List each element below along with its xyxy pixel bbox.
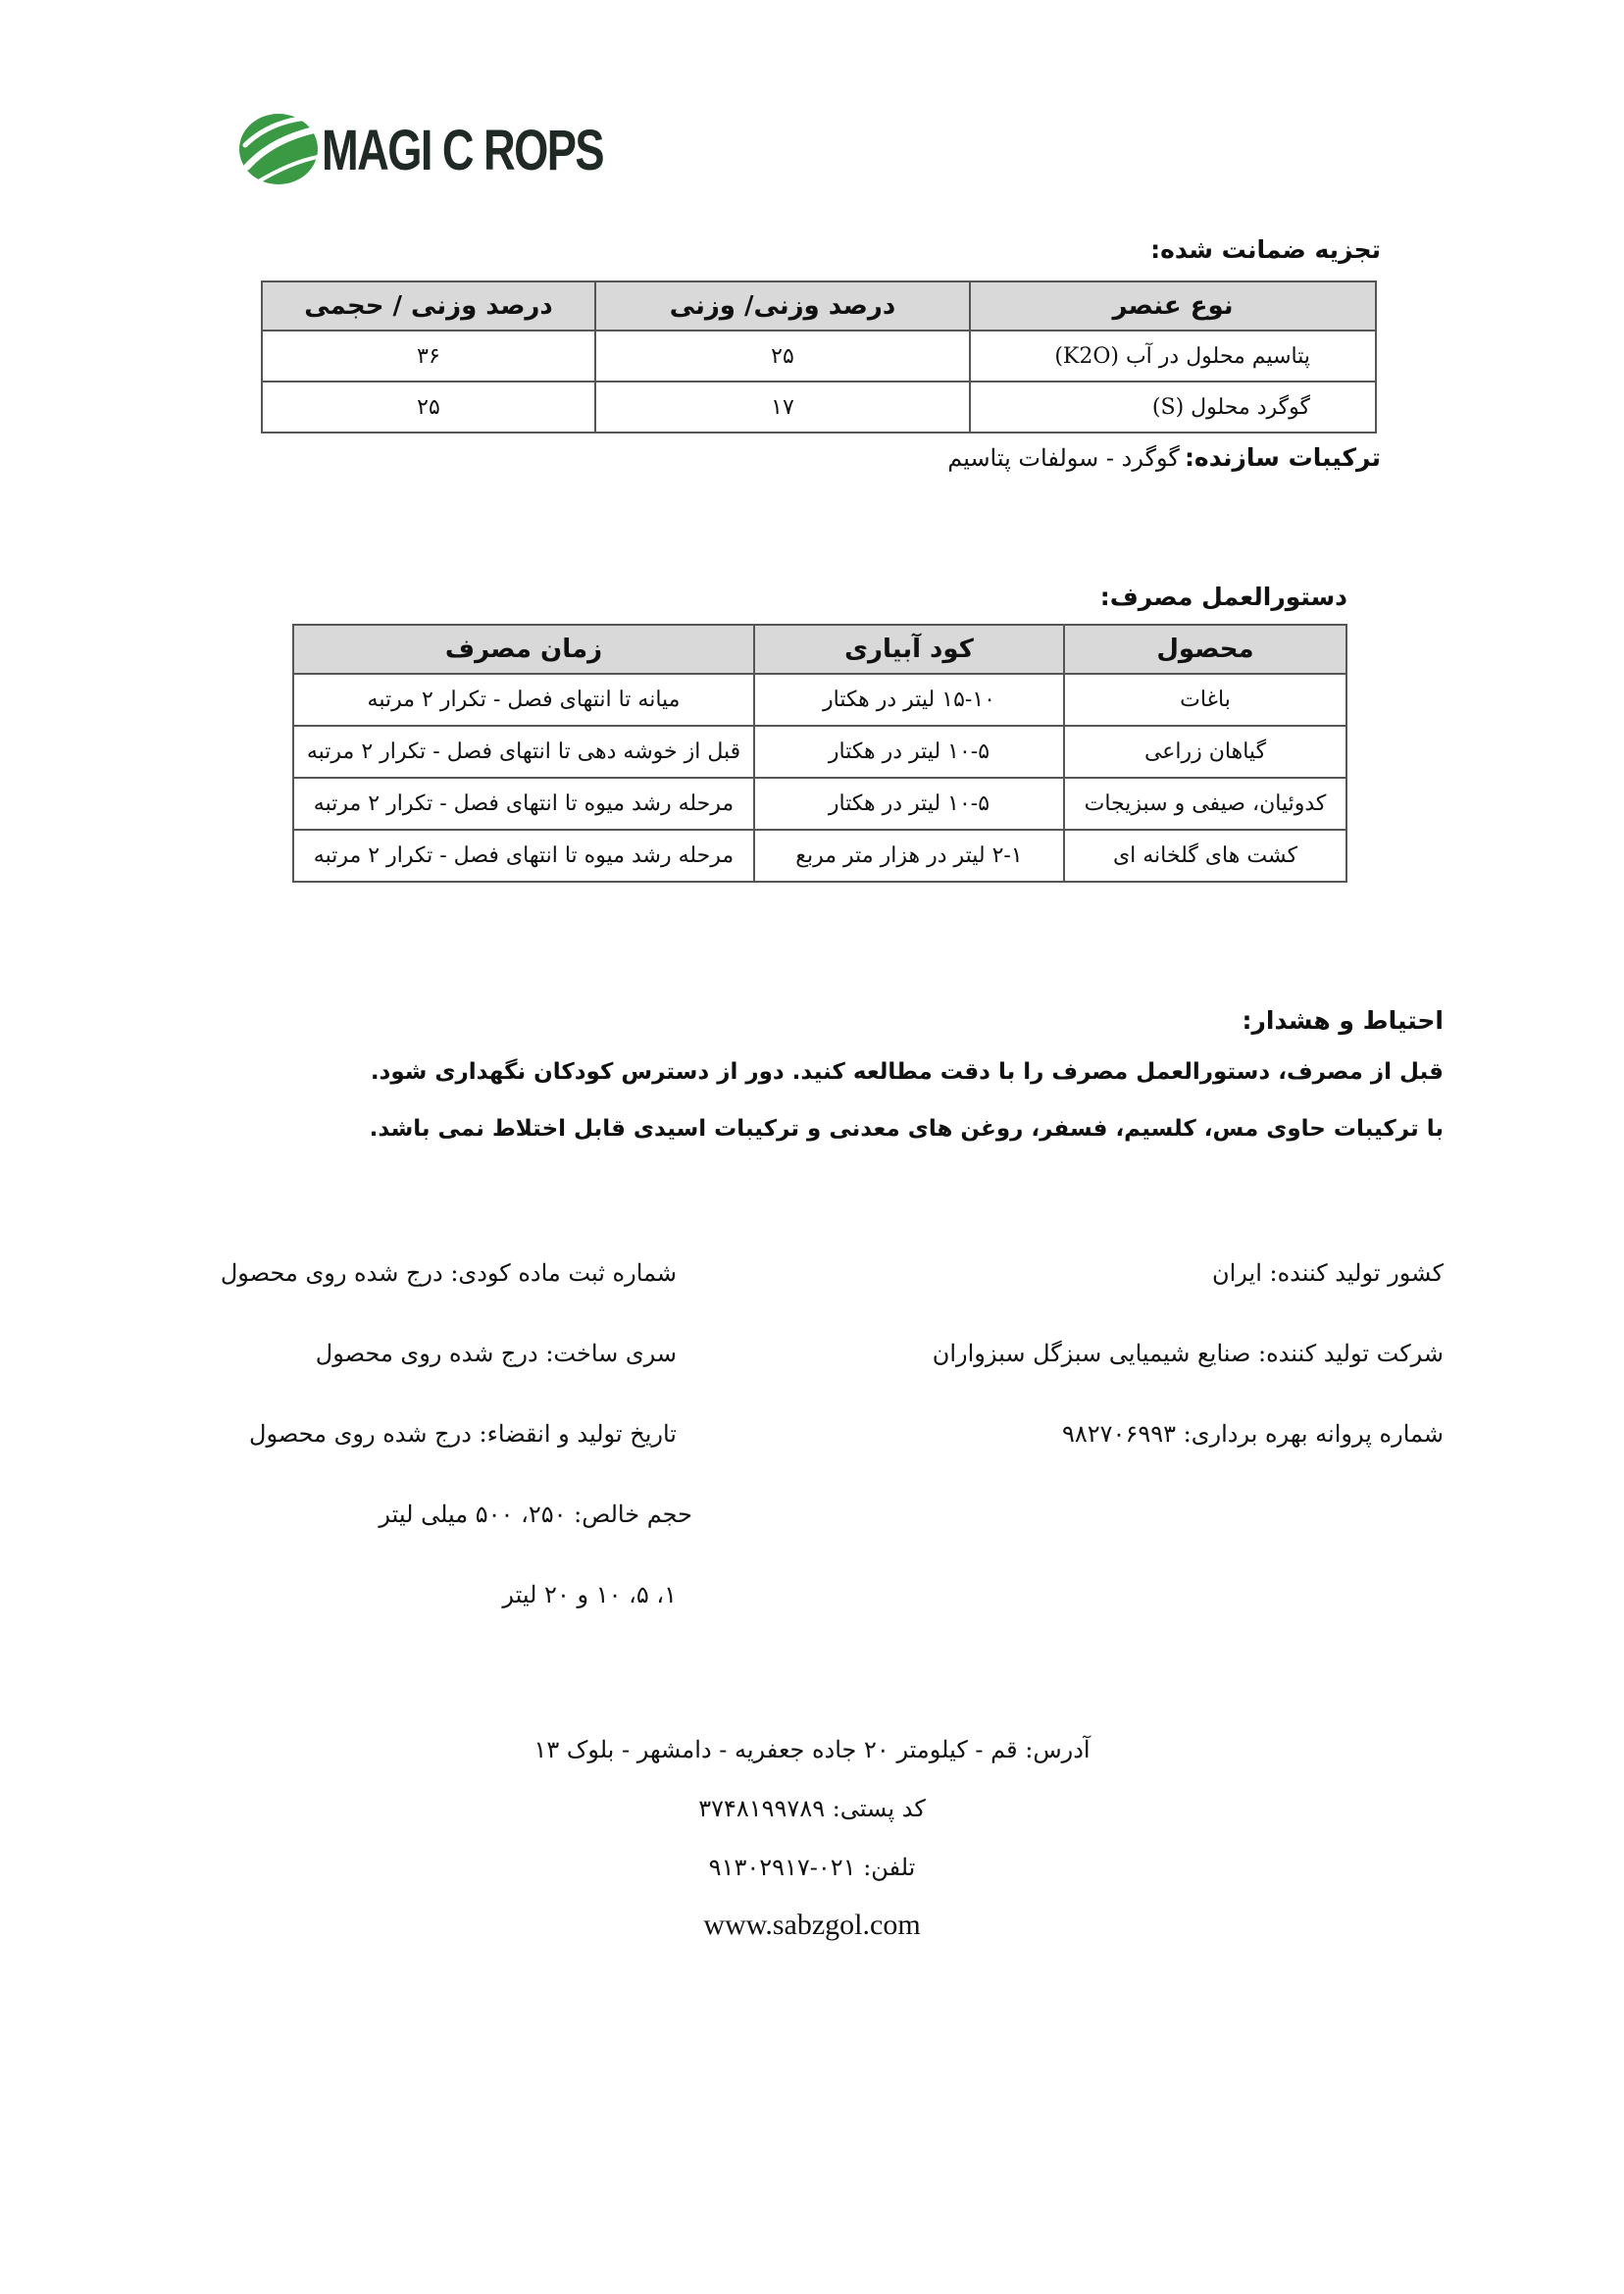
net-volume: حجم خالص: ۲۵۰، ۵۰۰ میلی لیتر	[379, 1501, 692, 1528]
producer-country: کشور تولید کننده: ایران	[1212, 1259, 1444, 1287]
table-cell: ۲-۱ لیتر در هزار متر مربع	[754, 830, 1064, 882]
column-header: کود آبیاری	[754, 625, 1064, 674]
table-cell: میانه تا انتهای فصل - تکرار ۲ مرتبه	[293, 674, 754, 726]
table-cell: کشت های گلخانه ای	[1064, 830, 1346, 882]
table-cell: باغات	[1064, 674, 1346, 726]
table-row	[293, 830, 1346, 882]
warning-line-2: با ترکیبات حاوی مس، کلسیم، فسفر، روغن های معدنی و ترکیبات اسیدی قابل اختلاط نمی باشد.	[369, 1116, 1444, 1142]
analysis-title: تجزیه ضمانت شده:	[1150, 235, 1381, 264]
warning-title: احتیاط و هشدار:	[1242, 1006, 1444, 1035]
magic-crops-logo	[237, 106, 649, 194]
table-cell: مرحله رشد میوه تا انتهای فصل - تکرار ۲ مرتبه	[293, 830, 754, 882]
usage-title: دستورالعمل مصرف:	[1099, 583, 1347, 611]
table-cell: پتاسیم محلول در آب (K2O)	[970, 331, 1376, 382]
fertilizer-registration: شماره ثبت ماده کودی: درج شده روی محصول	[220, 1259, 677, 1287]
net-volume-liters: ۱، ۵، ۱۰ و ۲۰ لیتر	[502, 1581, 677, 1608]
leaf-logo-icon	[237, 106, 320, 192]
table-cell: گوگرد محلول (S)	[970, 382, 1376, 433]
production-expiry-dates: تاریخ تولید و انقضاء: درج شده روی محصول	[249, 1420, 677, 1448]
table-cell: قبل از خوشه دهی تا انتهای فصل - تکرار ۲ مرتبه	[293, 726, 754, 778]
table-row	[293, 726, 1346, 778]
table-cell: ۱۷	[595, 382, 970, 433]
website-link[interactable]: www.sabzgol.com	[703, 1909, 921, 1941]
address: آدرس: قم - کیلومتر ۲۰ جاده جعفریه - دامشهر - بلوک ۱۳	[533, 1736, 1091, 1763]
composition-label: ترکیبات سازنده:	[1184, 443, 1381, 472]
producer-company: شرکت تولید کننده: صنایع شیمیایی سبزگل سبزواران	[932, 1340, 1444, 1367]
table-cell: مرحله رشد میوه تا انتهای فصل - تکرار ۲ مرتبه	[293, 778, 754, 830]
table-cell: ۳۶	[262, 331, 595, 382]
table-row	[293, 674, 1346, 726]
table-header-row	[293, 625, 1346, 674]
table-cell: ۲۵	[595, 331, 970, 382]
operating-license: شماره پروانه بهره برداری: ۹۸۲۷۰۶۹۹۳	[1061, 1420, 1444, 1448]
usage-table	[292, 624, 1347, 883]
table-header-row	[262, 281, 1376, 331]
phone-number: تلفن: ۰۲۱-۹۱۳۰۲۹۱۷	[708, 1854, 916, 1881]
column-header: محصول	[1064, 625, 1346, 674]
table-row	[293, 778, 1346, 830]
batch-number: سری ساخت: درج شده روی محصول	[315, 1340, 677, 1367]
column-header: زمان مصرف	[293, 625, 754, 674]
logo-wordmark: MAGI C ROPS	[322, 119, 603, 182]
postal-code: کد پستی: ۳۷۴۸۱۹۹۷۸۹	[698, 1795, 926, 1822]
composition-value: گوگرد - سولفات پتاسیم	[947, 444, 1180, 472]
table-row	[262, 382, 1376, 433]
table-cell: ۱۰-۵ لیتر در هکتار	[754, 778, 1064, 830]
analysis-table	[261, 280, 1377, 433]
table-cell: ۱۰-۵ لیتر در هکتار	[754, 726, 1064, 778]
table-cell: ۲۵	[262, 382, 595, 433]
warning-line-1: قبل از مصرف، دستورالعمل مصرف را با دقت مطالعه کنید. دور از دسترس کودکان نگهداری شود.	[370, 1059, 1444, 1085]
table-cell: ۱۵-۱۰ لیتر در هکتار	[754, 674, 1064, 726]
column-header: نوع عنصر	[970, 281, 1376, 331]
column-header: درصد وزنی / حجمی	[262, 281, 595, 331]
table-cell: کدوئیان، صیفی و سبزیجات	[1064, 778, 1346, 830]
table-cell: گیاهان زراعی	[1064, 726, 1346, 778]
column-header: درصد وزنی/ وزنی	[595, 281, 970, 331]
table-row	[262, 331, 1376, 382]
composition-line	[947, 443, 1381, 472]
